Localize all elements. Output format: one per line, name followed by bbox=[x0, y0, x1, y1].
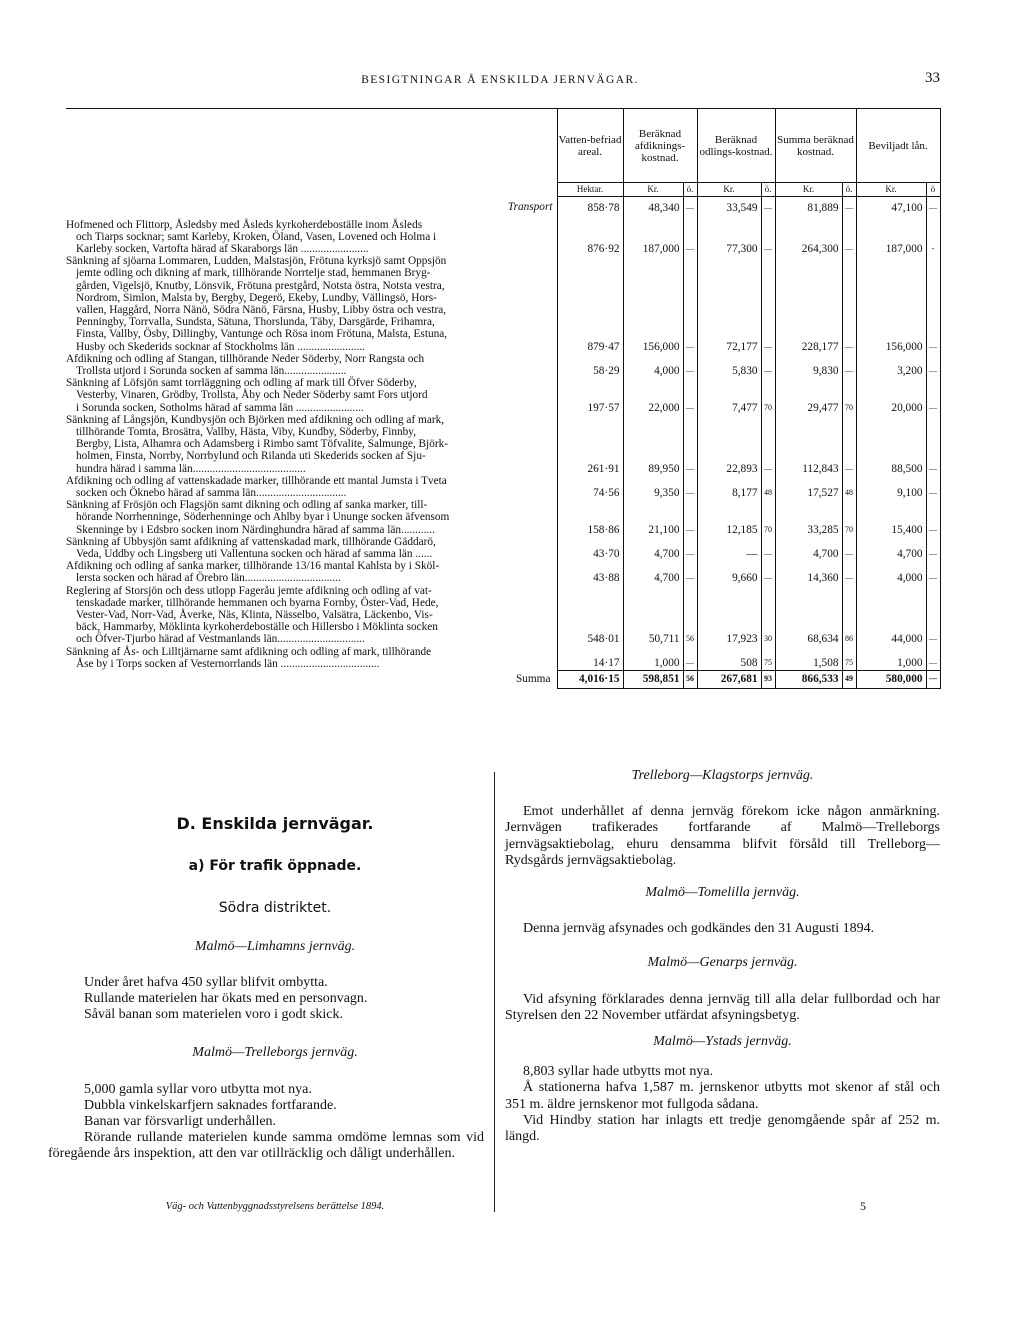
table-row bbox=[66, 475, 940, 499]
cell: 197·57 bbox=[557, 377, 623, 414]
section-heading: D. Enskilda jernvägar. bbox=[176, 814, 374, 833]
cell: — bbox=[761, 219, 775, 256]
cell: 9,350 bbox=[623, 475, 683, 499]
cell: 112,843 bbox=[775, 414, 842, 475]
cell: — bbox=[683, 536, 697, 560]
row-description bbox=[66, 536, 557, 560]
cell: 9,830 bbox=[775, 353, 842, 377]
cell: 1,000 bbox=[623, 646, 683, 670]
units-row bbox=[66, 183, 940, 197]
cell: — bbox=[842, 353, 856, 377]
paragraph: Vid afsyning förklarades denna jernväg till alla delar fullbordad och har Styrelsen den 22 November utfärdat afsyningsbetyg. bbox=[505, 991, 940, 1023]
description-line: hörande Norrhenninge, Söderhenninge och Ahlby byar i Ununge socken äfvensom bbox=[76, 511, 450, 524]
left-column bbox=[48, 814, 484, 1163]
cell: — bbox=[761, 197, 775, 219]
cell: — bbox=[926, 560, 940, 584]
unit: ö. bbox=[842, 183, 856, 197]
cell: 17,527 bbox=[775, 475, 842, 499]
paragraph: 8,803 syllar hade utbytts mot nya. bbox=[523, 1064, 714, 1080]
cell: — bbox=[683, 377, 697, 414]
description-line: och Tiarps socknar; samt Karleby, Kroken, Öland, Vasen, Lovened och Holma i bbox=[76, 230, 437, 243]
paragraph: Denna jernväg afsynades och godkändes den 31 Augusti 1894. bbox=[523, 921, 875, 937]
description-line: Åse by i Torps socken af Vesternorrlands län ................................... bbox=[76, 657, 380, 670]
cell: 33,285 bbox=[775, 499, 842, 536]
cell: — bbox=[926, 670, 940, 688]
cell: 29,477 bbox=[775, 377, 842, 414]
cell: 77,300 bbox=[697, 219, 761, 256]
cell: 4,016·15 bbox=[557, 670, 623, 688]
cell: 548·01 bbox=[557, 585, 623, 646]
header-area: Vatten-befriad areal. bbox=[557, 109, 623, 183]
cell: 17,923 bbox=[697, 585, 761, 646]
description-line: i Sorunda socken, Sotholms härad af samma län ........................ bbox=[76, 401, 364, 414]
table-row bbox=[66, 646, 940, 670]
row-description bbox=[66, 475, 557, 499]
header-granted-loan: Beviljadt lån. bbox=[856, 109, 940, 183]
description-line: Hofmened och Flittorp, Åsledsby med Åsleds kyrkoherdeboställe inom Åsleds bbox=[66, 218, 423, 231]
cell: — bbox=[926, 499, 940, 536]
transport-row bbox=[66, 197, 940, 219]
table-row bbox=[66, 377, 940, 414]
cell: — bbox=[683, 414, 697, 475]
cell: 187,000 bbox=[856, 219, 926, 256]
cell: 4,700 bbox=[623, 560, 683, 584]
cell: 30 bbox=[761, 585, 775, 646]
table-row bbox=[66, 219, 940, 256]
cell: — bbox=[761, 560, 775, 584]
paragraph: Emot underhållet af denna jernväg förekom icke någon anmärkning. Jernvägen trafikerades fortfarande af Malmö—Trelleborgs jernvägsaktiebolag, ehuru densamma blifvit försåld till Trelleborg—Rydsgårds jernvägsaktiebolag. bbox=[505, 804, 940, 868]
row-description bbox=[66, 414, 557, 475]
description-line: och Öfver-Tjurbo härad af Vestmanlands län............................... bbox=[76, 633, 365, 646]
cell: 20,000 bbox=[856, 377, 926, 414]
cell: 49 bbox=[842, 670, 856, 688]
cell: 72,177 bbox=[697, 255, 761, 353]
description-line: Afdikning och odling af sanka marker, tillhörande 13/16 mantal Kahlsta by i Sköl- bbox=[66, 560, 440, 573]
unit: ö bbox=[926, 183, 940, 197]
unit: Hektar. bbox=[557, 183, 623, 197]
description-line: jemte odling och dikning af mark, tillhörande Norrtelje stad, hemmanen Bryg- bbox=[76, 267, 431, 280]
table-row bbox=[66, 499, 940, 536]
cell: 598,851 bbox=[623, 670, 683, 688]
cell: — bbox=[926, 646, 940, 670]
unit: Kr. bbox=[775, 183, 842, 197]
description-line: tenskadade marker, tillhörande hemmanen och byarna Fornby, Öster-Vad, Hede, bbox=[76, 596, 439, 609]
cell: — bbox=[761, 353, 775, 377]
unit: Kr. bbox=[856, 183, 926, 197]
railway-title: Trelleborg—Klagstorps jernväg. bbox=[631, 768, 814, 783]
description-line: Afdikning och odling af Stangan, tillhörande Neder Söderby, Norr Rangsta och bbox=[66, 352, 425, 365]
cell: 187,000 bbox=[623, 219, 683, 256]
description-line: Reglering af Storsjön och dess utlopp Fageråu jemte afdikning och odling af vat- bbox=[66, 584, 432, 597]
cell: 8,177 bbox=[697, 475, 761, 499]
paragraph: Å stationerna hafva 1,587 m. jernskenor utbytts mot skenor af stål och 351 m. äldre jernskenor mot fullgoda sådana. bbox=[505, 1080, 940, 1112]
cell: 14,360 bbox=[775, 560, 842, 584]
unit: ö. bbox=[761, 183, 775, 197]
cell: — bbox=[926, 414, 940, 475]
cell: — bbox=[842, 219, 856, 256]
cell: 580,000 bbox=[856, 670, 926, 688]
cell: — bbox=[761, 414, 775, 475]
summa-label: Summa bbox=[515, 672, 551, 685]
cell: — bbox=[926, 377, 940, 414]
header-drainage-cost: Beräknad afdiknings-kostnad. bbox=[623, 109, 697, 183]
table-row bbox=[66, 560, 940, 584]
cell: 48 bbox=[761, 475, 775, 499]
railway-title: Malmö—Ystads jernväg. bbox=[653, 1034, 792, 1050]
cell: 48 bbox=[842, 475, 856, 499]
cell: 9,660 bbox=[697, 560, 761, 584]
cell: 879·47 bbox=[557, 255, 623, 353]
paragraph: Rörande rullande materielen kunde samma omdöme lemnas som vid föregående års inspektion, att den var otillräcklig och dåligt underhållen. bbox=[48, 1130, 484, 1162]
paragraph: Såväl banan som materielen voro i godt skick. bbox=[84, 1007, 343, 1023]
description-line: hundra härad i samma län........................................ bbox=[76, 462, 306, 475]
cell: — bbox=[683, 499, 697, 536]
description-line: tillhörande Tomta, Brosätra, Vallby, Hästa, Viby, Kundby, Söderby, Finnby, bbox=[76, 425, 417, 438]
description-line: gården, Vigelsjö, Knutby, Lönsvik, Frötuna prestgård, Notsta östra, Notsta vestra, bbox=[76, 279, 445, 292]
table-row bbox=[66, 585, 940, 646]
district-heading: Södra distriktet. bbox=[218, 900, 332, 917]
paragraph: Under året hafva 450 syllar blifvit ombytta. bbox=[84, 974, 328, 990]
cell: — bbox=[697, 536, 761, 560]
cell: — bbox=[926, 475, 940, 499]
column-divider bbox=[494, 772, 495, 1212]
description-line: Veda, Uddby och Lingsberg uti Vallentuna socken och härad af samma län ...... bbox=[76, 547, 433, 560]
cell: 48,340 bbox=[623, 197, 683, 219]
cell: 43·70 bbox=[557, 536, 623, 560]
cell: — bbox=[683, 560, 697, 584]
cell: 4,700 bbox=[856, 536, 926, 560]
paragraph: 5,000 gamla syllar voro utbytta mot nya. bbox=[84, 1081, 312, 1097]
description-line: vallen, Haggård, Norra Nänö, Södra Nänö, Färsna, Husby, Libby östra och vestra, bbox=[76, 303, 447, 316]
description-line: holmen, Finsta, Norrby, Norrbylund och Rilanda uti Skederids socken af Sju- bbox=[76, 450, 426, 463]
cell: 866,533 bbox=[775, 670, 842, 688]
railway-title: Malmö—Genarps jernväg. bbox=[647, 955, 798, 971]
description-line: Sänkning af sjöarna Lommaren, Ludden, Malstasjön, Frötuna kyrksjö samt Oppsjön bbox=[66, 255, 447, 268]
cell: 56 bbox=[683, 585, 697, 646]
cell: 156,000 bbox=[623, 255, 683, 353]
cell: 5,830 bbox=[697, 353, 761, 377]
cell: — bbox=[683, 197, 697, 219]
table-header-row bbox=[66, 109, 940, 183]
description-line: socken och Öknebo härad af samma län................................ bbox=[76, 486, 347, 499]
cell: 4,000 bbox=[856, 560, 926, 584]
cell: 56 bbox=[683, 670, 697, 688]
cell: — bbox=[761, 255, 775, 353]
subsection-heading: a) För trafik öppnade. bbox=[188, 858, 362, 875]
description-line: lersta socken och härad af Örebro län.................................. bbox=[76, 572, 341, 585]
description-line: Vesterby, Vinaren, Grödby, Trollsta, Åby och Neder Söderby samt Fors utjord bbox=[76, 389, 428, 402]
right-column bbox=[505, 768, 940, 1145]
cell: 15,400 bbox=[856, 499, 926, 536]
cell: — bbox=[926, 255, 940, 353]
running-head: BESIGTNINGAR Å ENSKILDA JERNVÄGAR. bbox=[361, 74, 639, 86]
description-line: Nordrom, Simlon, Malsta by, Bergby, Degerö, Ekeby, Lundby, Vällingsö, Hors- bbox=[76, 291, 437, 304]
cell: 12,185 bbox=[697, 499, 761, 536]
header-total-cost: Summa beräknad kostnad. bbox=[775, 109, 856, 183]
page-number: 33 bbox=[925, 70, 940, 86]
cell: 33,549 bbox=[697, 197, 761, 219]
paragraph: Rullande materielen har ökats med en personvagn. bbox=[84, 991, 368, 1007]
cell: 22,893 bbox=[697, 414, 761, 475]
cell: — bbox=[926, 585, 940, 646]
cell: 14·17 bbox=[557, 646, 623, 670]
cell: 58·29 bbox=[557, 353, 623, 377]
cell: 4,000 bbox=[623, 353, 683, 377]
row-description bbox=[66, 377, 557, 414]
cell: — bbox=[683, 646, 697, 670]
cell: 858·78 bbox=[557, 197, 623, 219]
cell: 158·86 bbox=[557, 499, 623, 536]
cell: 75 bbox=[842, 646, 856, 670]
cell: 89,950 bbox=[623, 414, 683, 475]
cell: 68,634 bbox=[775, 585, 842, 646]
cell: - bbox=[926, 219, 940, 256]
cell: — bbox=[926, 353, 940, 377]
signature-mark: 5 bbox=[860, 1199, 866, 1213]
paragraph: Vid Hindby station har inlagts ett tredje genomgående spår af 252 m. längd. bbox=[505, 1112, 940, 1145]
description-line: Bergby, Lista, Alhamra och Adamsberg i Rimbo samt Töfvalite, Salmunge, Björk- bbox=[76, 438, 449, 451]
table-body bbox=[66, 197, 940, 671]
cell: 74·56 bbox=[557, 475, 623, 499]
transport-label: Transport bbox=[507, 201, 553, 214]
description-line: bäck, Hammarby, Möklinta kyrkoherdeboställe och Hillersbo i Möklinta socken bbox=[76, 621, 438, 634]
description-line: Vester-Vad, Norr-Vad, Åverke, Näs, Klinta, Nässelbo, Valsätra, Läckenbo, Vis- bbox=[76, 609, 433, 621]
cell: 93 bbox=[761, 670, 775, 688]
row-description bbox=[66, 560, 557, 584]
row-description bbox=[66, 646, 557, 670]
cell: 70 bbox=[761, 499, 775, 536]
cell: — bbox=[842, 414, 856, 475]
description-line: Afdikning och odling af vattenskadade marker, tillhörande ett mantal Jumsta i Tveta bbox=[66, 474, 447, 487]
cell: 876·92 bbox=[557, 219, 623, 256]
cell: 508 bbox=[697, 646, 761, 670]
cell: 7,477 bbox=[697, 377, 761, 414]
railway-title: Malmö—Trelleborgs jernväg. bbox=[192, 1045, 358, 1061]
description-line: Sänkning af Ås- och Lilltjärnarne samt afdikning och odling af mark, tillhörande bbox=[66, 645, 432, 658]
railway-title: Malmö—Tomelilla jernväg. bbox=[645, 885, 800, 901]
row-description bbox=[66, 499, 557, 536]
cell: 156,000 bbox=[856, 255, 926, 353]
summa-body bbox=[66, 670, 940, 688]
cell: 47,100 bbox=[856, 197, 926, 219]
cell: 50,711 bbox=[623, 585, 683, 646]
description-line: Sänkning af Löfsjön samt torrläggning och odling af mark till Öfver Söderby, bbox=[66, 377, 417, 390]
cell: — bbox=[842, 255, 856, 353]
footer-note: Väg- och Vattenbyggnadsstyrelsens berättelse 1894. bbox=[165, 1201, 385, 1212]
cell: 1,508 bbox=[775, 646, 842, 670]
cell: 267,681 bbox=[697, 670, 761, 688]
description-line: Sänkning af Frösjön och Flagsjön samt dikning och odling af sanka marker, till- bbox=[66, 499, 428, 512]
row-description bbox=[66, 585, 557, 646]
loan-table bbox=[66, 108, 941, 689]
cell: — bbox=[683, 353, 697, 377]
cell: 22,000 bbox=[623, 377, 683, 414]
description-line: Sänkning af Långsjön, Kundbysjön och Björken med afdikning och odling af mark, bbox=[66, 413, 445, 426]
description-line: Sänkning af Ubbysjön samt afdikning af vattenskadad mark, tillhörande Gäddarö, bbox=[66, 535, 436, 548]
cell: 70 bbox=[842, 377, 856, 414]
cell: 81,889 bbox=[775, 197, 842, 219]
cell: 21,100 bbox=[623, 499, 683, 536]
cell: 3,200 bbox=[856, 353, 926, 377]
railway-title: Malmö—Limhamns jernväg. bbox=[194, 938, 356, 954]
table-row bbox=[66, 414, 940, 475]
unit: Kr. bbox=[697, 183, 761, 197]
cell: — bbox=[683, 219, 697, 256]
row-description bbox=[66, 255, 557, 353]
cell: 75 bbox=[761, 646, 775, 670]
cell: — bbox=[842, 536, 856, 560]
row-description bbox=[66, 219, 557, 256]
table-row bbox=[66, 353, 940, 377]
paragraph: Dubbla vinkelskarfjern saknades fortfarande. bbox=[84, 1097, 337, 1113]
unit: Kr. bbox=[623, 183, 683, 197]
cell: 4,700 bbox=[623, 536, 683, 560]
cell: — bbox=[842, 197, 856, 219]
table-row bbox=[66, 255, 940, 353]
table-row bbox=[66, 536, 940, 560]
cell: 88,500 bbox=[856, 414, 926, 475]
description-line: Husby och Skederids socknar af Stockholms län ........................ bbox=[76, 340, 365, 353]
cell: 4,700 bbox=[775, 536, 842, 560]
paragraph: Banan var försvarligt underhållen. bbox=[84, 1114, 277, 1130]
cell: 264,300 bbox=[775, 219, 842, 256]
description-line: Finsta, Vallby, Ösby, Dillingby, Vantunge och Rösa inom Frötuna, Malsta, Estuna, bbox=[76, 328, 448, 341]
header-cultivation-cost: Beräknad odlings-kostnad. bbox=[697, 109, 775, 183]
cell: 43·88 bbox=[557, 560, 623, 584]
cell: 1,000 bbox=[856, 646, 926, 670]
cell: 70 bbox=[761, 377, 775, 414]
cell: 86 bbox=[842, 585, 856, 646]
cell: — bbox=[926, 197, 940, 219]
cell: — bbox=[926, 536, 940, 560]
summa-row bbox=[66, 670, 940, 688]
cell: 228,177 bbox=[775, 255, 842, 353]
cell: — bbox=[683, 475, 697, 499]
row-description bbox=[66, 353, 557, 377]
description-line: Karleby socken, Vartofta härad af Skaraborgs län ........................ bbox=[76, 242, 369, 255]
cell: — bbox=[761, 536, 775, 560]
unit: ö. bbox=[683, 183, 697, 197]
cell: 261·91 bbox=[557, 414, 623, 475]
cell: 44,000 bbox=[856, 585, 926, 646]
cell: — bbox=[683, 255, 697, 353]
cell: — bbox=[842, 560, 856, 584]
cell: 9,100 bbox=[856, 475, 926, 499]
description-line: Penningby, Torrvalla, Sundsta, Sätuna, Thorslunda, Täby, Darsgärde, Frihamra, bbox=[76, 316, 435, 329]
cell: 70 bbox=[842, 499, 856, 536]
description-line: Trollsta utjord i Sorunda socken af samma län...................... bbox=[76, 364, 347, 377]
description-line: Skenninge by i Edsbro socken inom Närdinghundra härad af samma län............ bbox=[76, 523, 435, 536]
